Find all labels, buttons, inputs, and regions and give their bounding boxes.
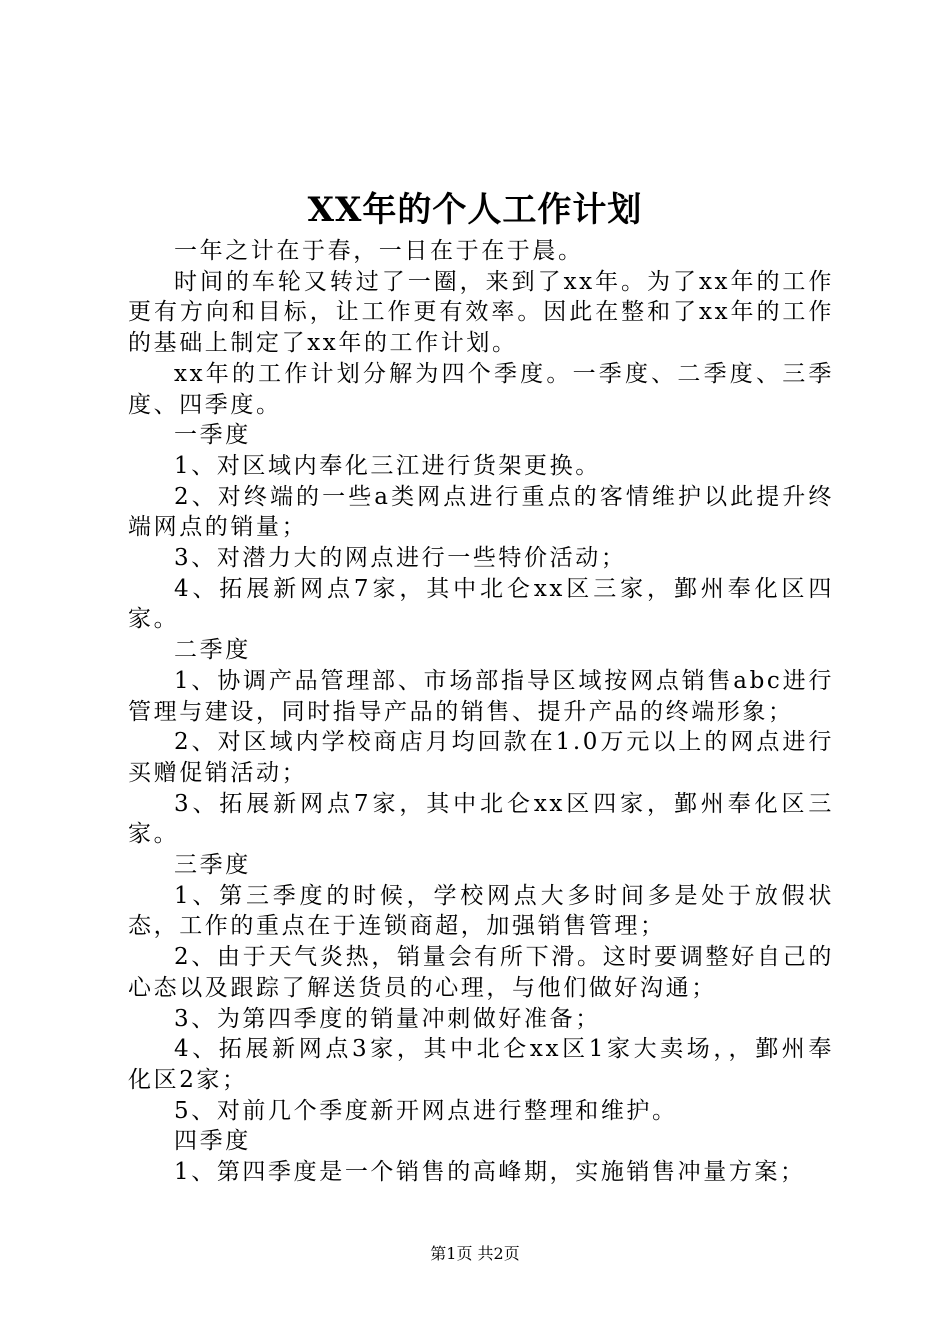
- list-item: 1、对区域内奉化三江进行货架更换。: [174, 452, 601, 479]
- list-item: 1、协调产品管理部、市场部指导区域按网点销售abc进行管理与建设，同时指导产品的销售、提升产品的终端形象；: [128, 667, 834, 725]
- section-heading-q4: 四季度: [174, 1128, 251, 1155]
- list-item: 1、第三季度的时候，学校网点大多时间多是处于放假状态，工作的重点在于连锁商超，加强销售管理；: [128, 882, 834, 940]
- list-item: 2、由于天气炎热，销量会有所下滑。这时要调整好自己的心态以及跟踪了解送货员的心理，与他们做好沟通；: [128, 944, 834, 1001]
- list-item: 2、对终端的一些a类网点进行重点的客情维护以此提升终端网点的销量；: [128, 483, 834, 541]
- paragraph: 一年之计在于春，一日在于在于晨。: [174, 238, 584, 264]
- section-heading-q3: 三季度: [174, 852, 251, 879]
- list-item: 5、对前几个季度新开网点进行整理和维护。: [174, 1097, 678, 1124]
- list-item: 1、第四季度是一个销售的高峰期，实施销售冲量方案；: [174, 1159, 806, 1186]
- list-item: 4、拓展新网点7家，其中北仑xx区三家，鄞州奉化区四家。: [128, 575, 834, 633]
- list-item: 3、为第四季度的销量冲刺做好准备；: [174, 1005, 601, 1032]
- paragraph: 时间的车轮又转过了一圈，来到了xx年。为了xx年的工作更有方向和目标，让工作更有效率。因此在整和了xx年的工作的基础上制定了xx年的工作计划。: [128, 268, 834, 357]
- list-item: 4、拓展新网点3家，其中北仑xx区1家大卖场，，鄞州奉化区2家；: [128, 1036, 834, 1093]
- list-item: 3、拓展新网点7家，其中北仑xx区四家，鄞州奉化区三家。: [128, 790, 834, 848]
- page-footer: 第1页 共2页: [430, 1244, 520, 1263]
- document-title: XX年的个人工作计划: [307, 190, 643, 230]
- list-item: 2、对区域内学校商店月均回款在1.0万元以上的网点进行买赠促销活动；: [128, 729, 834, 786]
- document-body: [128, 236, 834, 1188]
- list-item: 3、对潜力大的网点进行一些特价活动；: [174, 545, 627, 572]
- section-heading-q2: 二季度: [174, 637, 251, 664]
- section-heading-q1: 一季度: [174, 422, 251, 449]
- paragraph: xx年的工作计划分解为四个季度。一季度、二季度、三季度、四季度。: [128, 360, 834, 418]
